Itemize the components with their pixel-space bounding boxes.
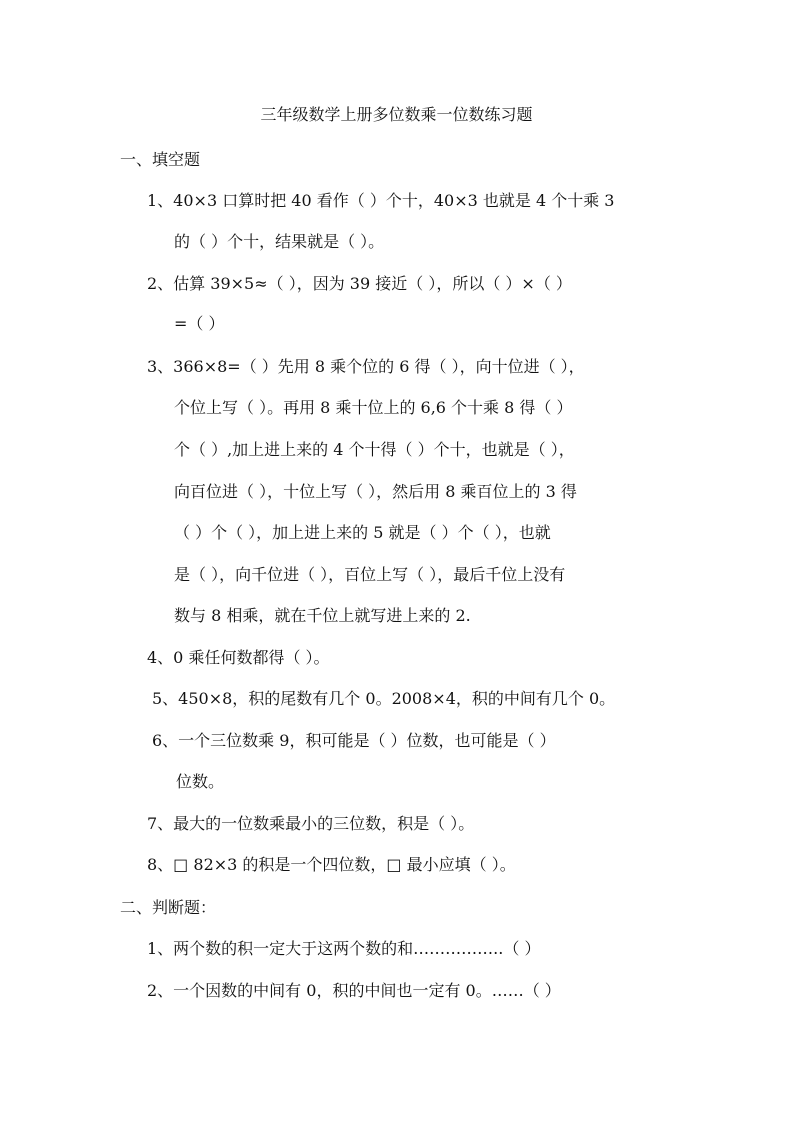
- question-3-line-6: 是（ ），向千位进（ ），百位上写（ ），最后千位上没有: [174, 565, 566, 584]
- question-3-line-3: 个（ ）,加上进上来的 4 个十得（ ）个十，也就是（ ），: [174, 440, 575, 459]
- page-title: 三年级数学上册多位数乘一位数练习题: [260, 105, 533, 124]
- question-3-line-5: （ ）个（ ），加上进上来的 5 就是（ ）个（ ），也就: [174, 523, 551, 542]
- section-heading-true-false: 二、判断题：: [120, 898, 217, 917]
- section-heading-fill-in: 一、填空题: [120, 150, 201, 169]
- question-8: 8、□ 82×3 的积是一个四位数，□ 最小应填（ ）。: [147, 855, 516, 874]
- question-6-line-1: 6、一个三位数乘 9，积可能是（ ）位数，也可能是（ ）: [152, 731, 556, 750]
- question-2-line-1: 2、估算 39×5≈（ ），因为 39 接近（ ），所以（ ）×（ ）: [147, 274, 572, 293]
- question-4: 4、0 乘任何数都得（ ）。: [147, 648, 330, 667]
- question-5: 5、450×8，积的尾数有几个 0。2008×4，积的中间有几个 0。: [152, 689, 616, 708]
- question-3-line-4: 向百位进（ ），十位上写（ ），然后用 8 乘百位上的 3 得: [174, 482, 577, 501]
- question-3-line-2: 个位上写（ ）。再用 8 乘十位上的 6,6 个十乘 8 得（ ）: [174, 398, 573, 417]
- question-6-line-2: 位数。: [176, 772, 225, 791]
- question-1-line-1: 1、40×3 口算时把 40 看作（ ）个十，40×3 也就是 4 个十乘 3: [147, 191, 615, 210]
- question-7: 7、最大的一位数乘最小的三位数，积是（ ）。: [147, 814, 475, 833]
- question-1-line-2: 的（ ）个十，结果就是（ ）。: [174, 232, 385, 251]
- question-3-line-1: 3、366×8=（ ）先用 8 乘个位的 6 得（ ），向十位进（ ），: [147, 357, 585, 376]
- question-3-line-7: 数与 8 相乘，就在千位上就写进上来的 2.: [174, 606, 471, 625]
- judge-question-2: 2、一个因数的中间有 0，积的中间也一定有 0。……（ ）: [147, 981, 561, 1000]
- judge-question-1: 1、两个数的积一定大于这两个数的和……………..（ ）: [147, 939, 541, 958]
- question-2-line-2: =（ ）: [174, 314, 225, 333]
